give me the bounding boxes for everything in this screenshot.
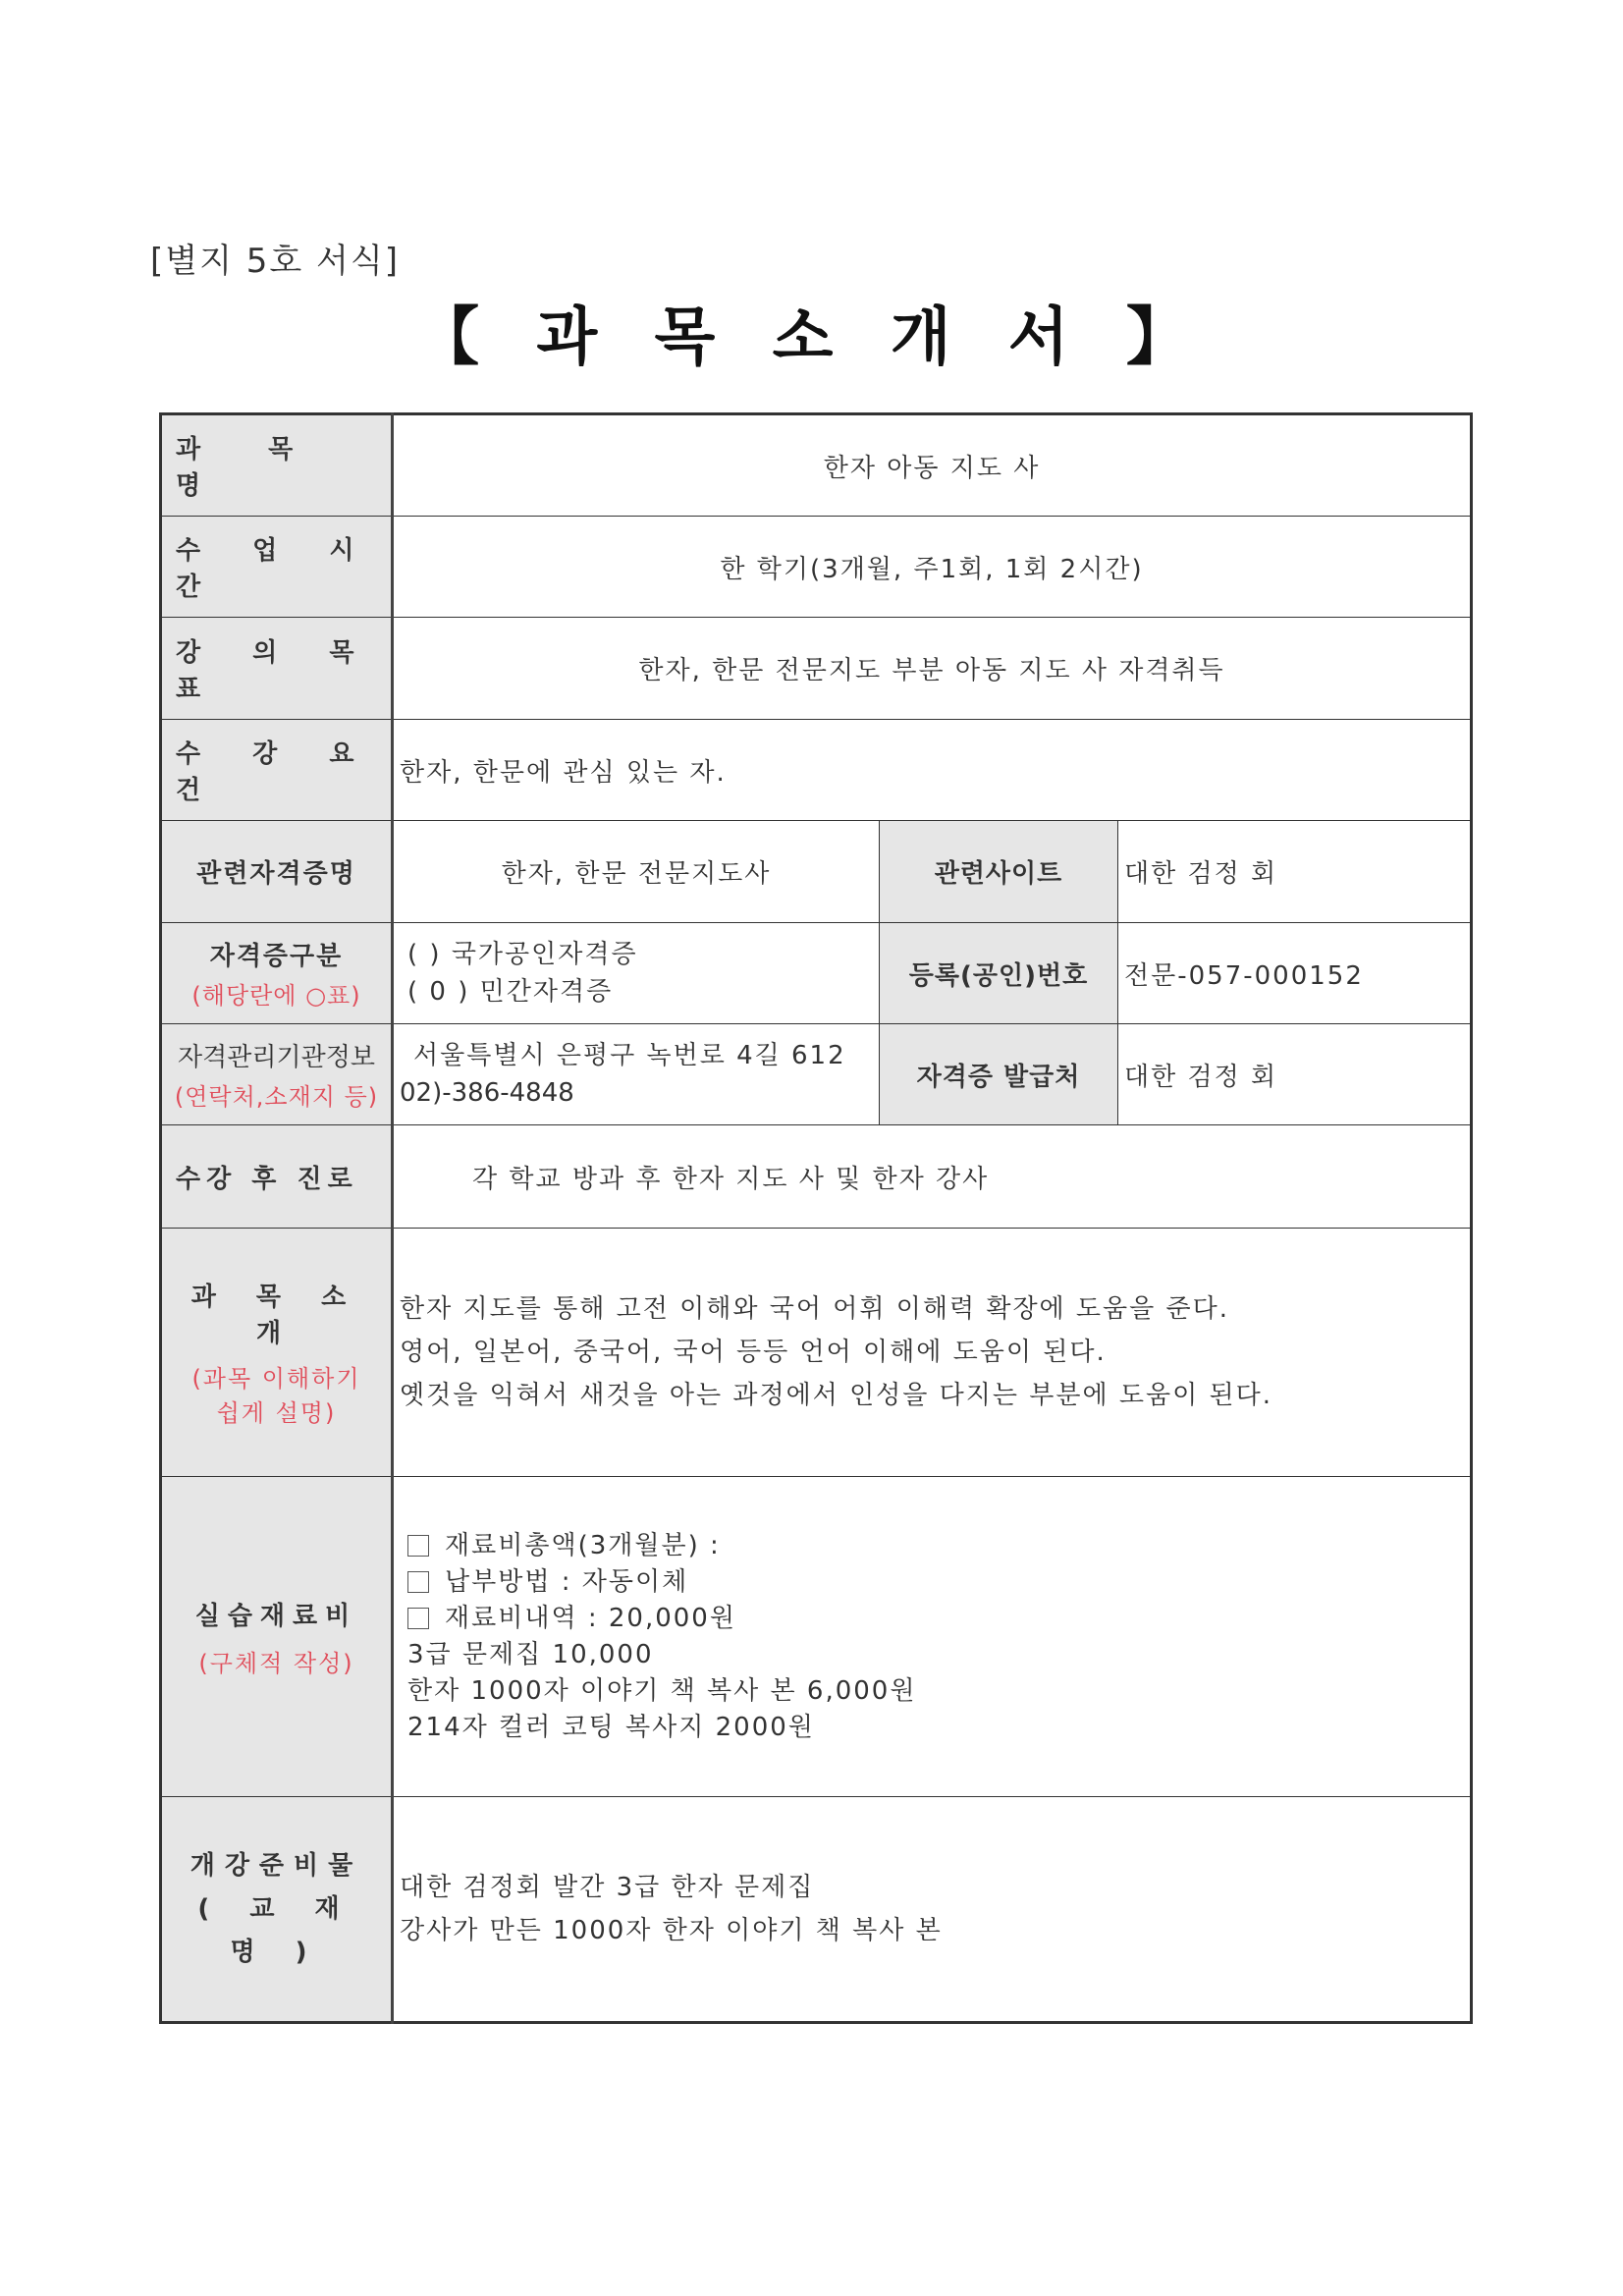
row-agency-info (161, 1024, 1472, 1125)
cert-option-national: ( ) 국가공인자격증 (407, 940, 638, 969)
cert-type-sub: (해당란에 ○표) (191, 982, 361, 1010)
objective-label: 강 의 목 표 (161, 618, 393, 720)
agency-address: 서울특별시 은평구 녹번로 4길 612 (413, 1041, 846, 1070)
agency-info-label: 자격관리기관정보 (178, 1043, 375, 1072)
form-number-label: [별지 5호 서식] (150, 242, 400, 281)
row-objective (161, 618, 1472, 720)
prep-label: 개강준비물 (189, 1851, 363, 1881)
career-value: 각 학교 방과 후 한자 지도 사 및 한자 강사 (393, 1125, 1472, 1229)
materials-label-cell (161, 1477, 393, 1797)
related-site-value: 대한 검정 회 (1118, 821, 1472, 923)
page-title: 【 과 목 소 개 서 】 (416, 301, 1207, 374)
intro-sub-2: 쉽게 설명) (216, 1399, 337, 1427)
materials-label: 실습재료비 (194, 1601, 358, 1631)
prep-line-2: 강사가 만든 1000자 한자 이야기 책 복사 본 (400, 1916, 943, 1945)
materials-content (393, 1477, 1472, 1797)
intro-content (393, 1229, 1472, 1477)
class-time-label: 수 업 시 간 (161, 517, 393, 618)
prep-label-2: ( 교 재 명 ) (197, 1894, 355, 1967)
prep-line-1: 대한 검정회 발간 3급 한자 문제집 (400, 1873, 815, 1902)
prep-label-cell (161, 1797, 393, 2023)
cert-type-label: 자격증구분 (209, 942, 344, 971)
materials-check-1-text: 재료비총액(3개월분) : (445, 1530, 721, 1560)
course-intro-table (159, 412, 1473, 2024)
row-cert-name (161, 821, 1472, 923)
subject-name-value: 한자 아동 지도 사 (393, 414, 1472, 517)
agency-info-sub: (연락처,소재지 등) (174, 1083, 379, 1111)
objective-value: 한자, 한문 전문지도 부분 아동 지도 사 자격취득 (393, 618, 1472, 720)
materials-check-3-text: 재료비내역 : 20,000원 (445, 1603, 736, 1633)
checkbox-icon (407, 1571, 429, 1593)
subject-name-label: 과 목 명 (161, 414, 393, 517)
career-label: 수강 후 진로 (161, 1125, 393, 1229)
intro-sub-1: (과목 이해하기 (191, 1365, 361, 1393)
row-career (161, 1125, 1472, 1229)
intro-line-2: 영어, 일본어, 중국어, 국어 등등 언어 이해에 도움이 된다. (400, 1338, 1107, 1367)
intro-line-1: 한자 지도를 통해 고전 이해와 국어 어휘 이해력 확장에 도움을 준다. (400, 1294, 1230, 1324)
row-subject-name (161, 414, 1472, 517)
materials-check-2-text: 납부방법 : 자동이체 (445, 1566, 689, 1597)
issuer-label: 자격증 발급처 (880, 1024, 1118, 1125)
intro-line-3: 옛것을 익혀서 새것을 아는 과정에서 인성을 다지는 부분에 도움이 된다. (400, 1381, 1273, 1410)
cert-name-label: 관련자격증명 (161, 821, 393, 923)
class-time-value: 한 학기(3개월, 주1회, 1회 2시간) (393, 517, 1472, 618)
agency-info-label-cell (161, 1024, 393, 1125)
materials-check-3 (407, 1601, 1464, 1637)
reg-number-value: 전문-057-000152 (1118, 923, 1472, 1024)
cert-type-options (393, 923, 880, 1024)
issuer-value: 대한 검정 회 (1118, 1024, 1472, 1125)
cert-option-private: ( 0 ) 민간자격증 (407, 977, 614, 1007)
agency-info-value (393, 1024, 880, 1125)
reg-number-label: 등록(공인)번호 (880, 923, 1118, 1024)
materials-check-2 (407, 1564, 1464, 1601)
materials-item-1: 3급 문제집 10,000 (407, 1639, 654, 1669)
checkbox-icon (407, 1608, 429, 1629)
prep-content (393, 1797, 1472, 2023)
row-class-time (161, 517, 1472, 618)
materials-check-1 (407, 1528, 1464, 1564)
row-prep (161, 1797, 1472, 2023)
intro-label-cell (161, 1229, 393, 1477)
requirement-value: 한자, 한문에 관심 있는 자. (393, 720, 1472, 821)
intro-label: 과 목 소 개 (190, 1283, 362, 1348)
row-requirement (161, 720, 1472, 821)
materials-item-3: 214자 컬러 코팅 복사지 2000원 (407, 1712, 815, 1742)
row-materials (161, 1477, 1472, 1797)
checkbox-icon (407, 1535, 429, 1557)
agency-phone: 02)-386-4848 (400, 1078, 574, 1108)
materials-sub: (구체적 작성) (198, 1649, 354, 1677)
row-cert-type (161, 923, 1472, 1024)
row-intro (161, 1229, 1472, 1477)
requirement-label: 수 강 요 건 (161, 720, 393, 821)
cert-name-value: 한자, 한문 전문지도사 (393, 821, 880, 923)
related-site-label: 관련사이트 (880, 821, 1118, 923)
cert-type-label-cell (161, 923, 393, 1024)
materials-item-2: 한자 1000자 이야기 책 복사 본 6,000원 (407, 1675, 917, 1706)
